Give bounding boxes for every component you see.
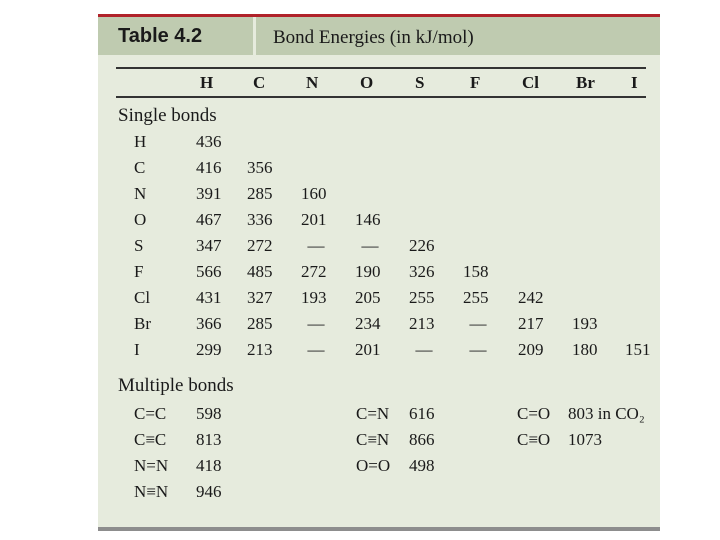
multiple-bond-value: 803 in CO₂: [568, 404, 645, 423]
table-label: Table 4.2: [118, 25, 203, 47]
bond-energy-value: 366: [196, 314, 222, 333]
bond-energy-table: [98, 14, 660, 531]
bond-energy-value: 193: [301, 288, 327, 307]
row-atom-label: Br: [134, 314, 151, 333]
multiple-bond-label: C=N: [356, 404, 390, 423]
bond-energy-value: 201: [301, 210, 327, 229]
bond-energy-value: 234: [355, 314, 381, 333]
column-header-h: H: [200, 73, 214, 92]
multiple-bond-label: C=O: [517, 404, 551, 423]
multiple-bonds-heading: Multiple bonds: [118, 375, 234, 396]
bond-energy-value: —: [361, 236, 379, 255]
bond-energy-value: 158: [463, 262, 489, 281]
multiple-bond-label: N≡N: [134, 482, 169, 501]
bond-energy-value: 160: [301, 184, 327, 203]
bond-energy-value: —: [469, 340, 487, 359]
row-atom-label: H: [134, 132, 147, 151]
row-atom-label: N: [134, 184, 147, 203]
bond-energy-value: 285: [247, 184, 273, 203]
column-header-f: F: [470, 73, 481, 92]
column-header-o: O: [360, 73, 374, 92]
bond-energy-value: 193: [572, 314, 598, 333]
top-rule: [116, 67, 646, 69]
row-atom-label: O: [134, 210, 147, 229]
bond-energy-value: 391: [196, 184, 222, 203]
bond-energy-value: 151: [625, 340, 651, 359]
bond-energy-value: 209: [518, 340, 544, 359]
column-header-cl: Cl: [522, 73, 539, 92]
bond-energy-value: 336: [247, 210, 273, 229]
bond-energy-value: 326: [409, 262, 435, 281]
single-bonds-heading: Single bonds: [118, 105, 217, 126]
column-header-n: N: [306, 73, 319, 92]
bond-energy-value: 226: [409, 236, 435, 255]
bond-energy-value: —: [307, 340, 325, 359]
bond-energy-value: 201: [355, 340, 381, 359]
bond-energy-value: —: [469, 314, 487, 333]
multiple-bond-value: 616: [409, 404, 435, 423]
bond-energy-value: 467: [196, 210, 222, 229]
bond-energy-value: 190: [355, 262, 381, 281]
row-atom-label: C: [134, 158, 146, 177]
bond-energy-value: 272: [247, 236, 273, 255]
bond-energy-value: 285: [247, 314, 273, 333]
multiple-bond-label: C≡N: [356, 430, 390, 449]
multiple-bond-value: 946: [196, 482, 222, 501]
multiple-bond-label: C≡C: [134, 430, 167, 449]
multiple-bond-label: C≡O: [517, 430, 551, 449]
header-rule: [116, 96, 646, 98]
row-atom-label: S: [134, 236, 144, 255]
bond-energy-value: 217: [518, 314, 544, 333]
bond-energy-value: 205: [355, 288, 381, 307]
bond-energy-value: 242: [518, 288, 544, 307]
bond-energy-value: 255: [463, 288, 489, 307]
table-title: Bond Energies (in kJ/mol): [273, 27, 474, 48]
multiple-bond-value: 866: [409, 430, 435, 449]
bond-energy-value: 272: [301, 262, 327, 281]
multiple-bond-value: 813: [196, 430, 222, 449]
bond-energy-value: 566: [196, 262, 222, 281]
bond-energy-value: —: [415, 340, 433, 359]
bond-energy-value: 347: [196, 236, 222, 255]
multiple-bond-value: 1073: [568, 430, 602, 449]
bond-energy-value: 213: [247, 340, 273, 359]
bond-energy-value: 255: [409, 288, 435, 307]
column-header-i: I: [631, 73, 638, 92]
column-header-c: C: [253, 73, 266, 92]
bond-energy-value: —: [307, 314, 325, 333]
bond-energy-value: 356: [247, 158, 273, 177]
column-header-br: Br: [576, 73, 595, 92]
bond-energy-value: 416: [196, 158, 222, 177]
bond-energy-value: —: [307, 236, 325, 255]
multiple-bond-value: 598: [196, 404, 222, 423]
bond-energy-value: 180: [572, 340, 598, 359]
bond-energy-value: 485: [247, 262, 273, 281]
bond-energy-value: 431: [196, 288, 222, 307]
bond-energy-value: 327: [247, 288, 273, 307]
bond-energy-value: 299: [196, 340, 222, 359]
row-atom-label: I: [134, 340, 140, 359]
bond-energy-value: 436: [196, 132, 222, 151]
header-divider: [253, 17, 256, 55]
row-atom-label: F: [134, 262, 144, 281]
multiple-bond-label: O=O: [356, 456, 391, 475]
bond-energy-value: 213: [409, 314, 435, 333]
multiple-bond-value: 498: [409, 456, 435, 475]
multiple-bond-label: C=C: [134, 404, 167, 423]
table-header-bar: [98, 17, 660, 55]
bond-energy-value: 146: [355, 210, 381, 229]
multiple-bond-value: 418: [196, 456, 222, 475]
row-atom-label: Cl: [134, 288, 151, 307]
multiple-bond-label: N=N: [134, 456, 169, 475]
column-header-s: S: [415, 73, 425, 92]
